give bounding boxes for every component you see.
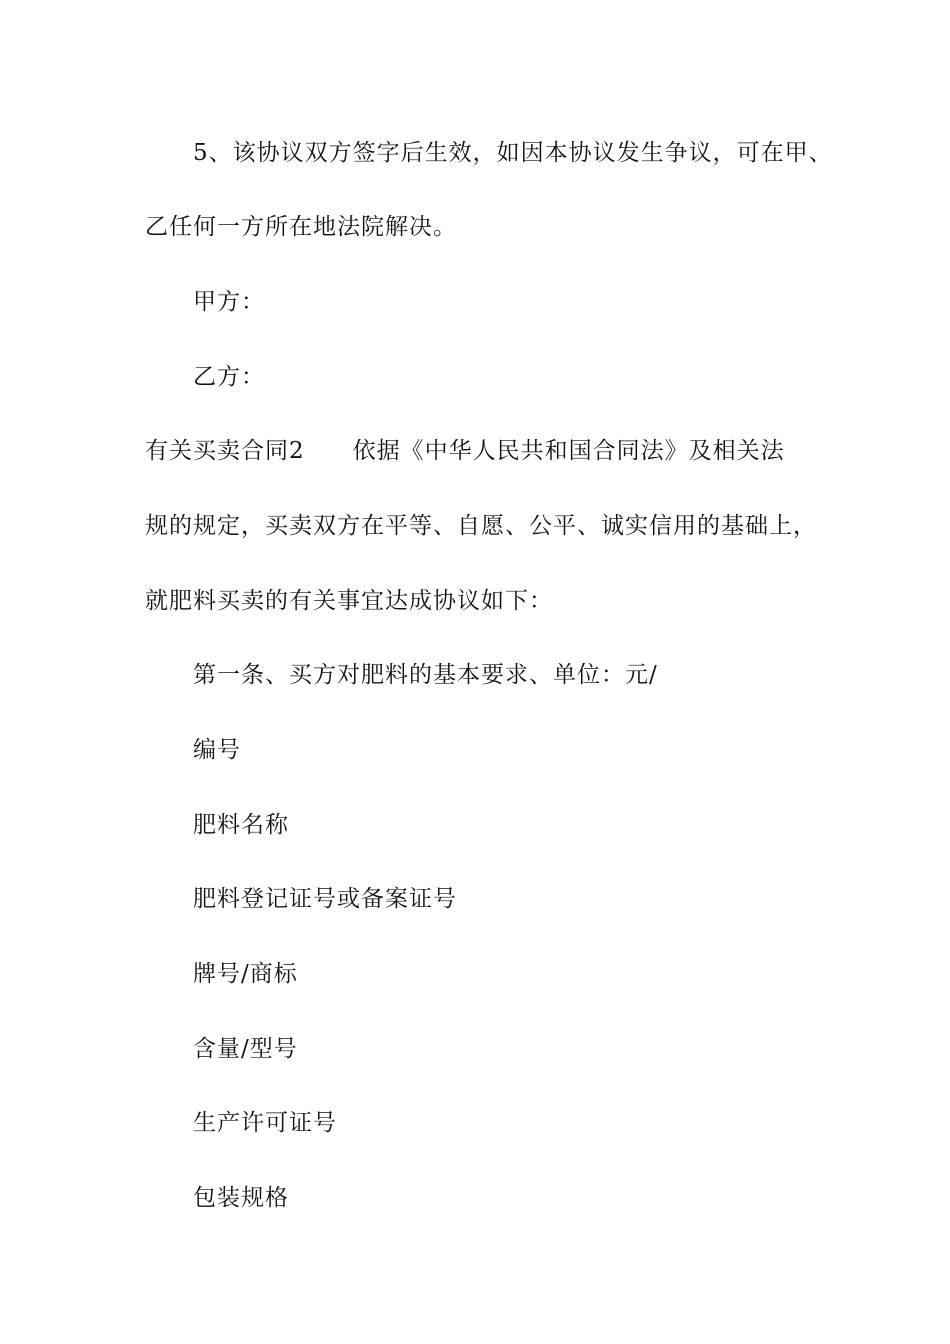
paragraph-5-line-2: 乙任何一方所在地法院解决。: [145, 214, 457, 240]
article-1-field: 肥料登记证号或备案证号: [193, 886, 457, 912]
party-b-signature-label: 乙方：: [193, 364, 265, 390]
article-1-field: 生产许可证号: [193, 1110, 337, 1136]
article-1-field: 编号: [193, 737, 241, 763]
party-a-signature-label: 甲方：: [193, 289, 265, 315]
article-1-title: 第一条、买方对肥料的基本要求、单位：元/: [193, 662, 658, 688]
article-1-field: 含量/型号: [193, 1036, 298, 1062]
paragraph-5-line-1: 5、该协议双方签字后生效，如因本协议发生争议，可在甲、: [193, 140, 833, 166]
contract-2-heading-line: 有关买卖合同2 依据《中华人民共和国合同法》及相关法: [145, 438, 785, 464]
article-1-field: 包装规格: [193, 1185, 289, 1211]
article-1-field: 肥料名称: [193, 812, 289, 838]
article-1-field: 牌号/商标: [193, 961, 298, 987]
contract-2-line-2: 规的规定，买卖双方在平等、自愿、公平、诚实信用的基础上，: [145, 513, 817, 539]
contract-2-line-3: 就肥料买卖的有关事宜达成协议如下：: [145, 588, 553, 614]
